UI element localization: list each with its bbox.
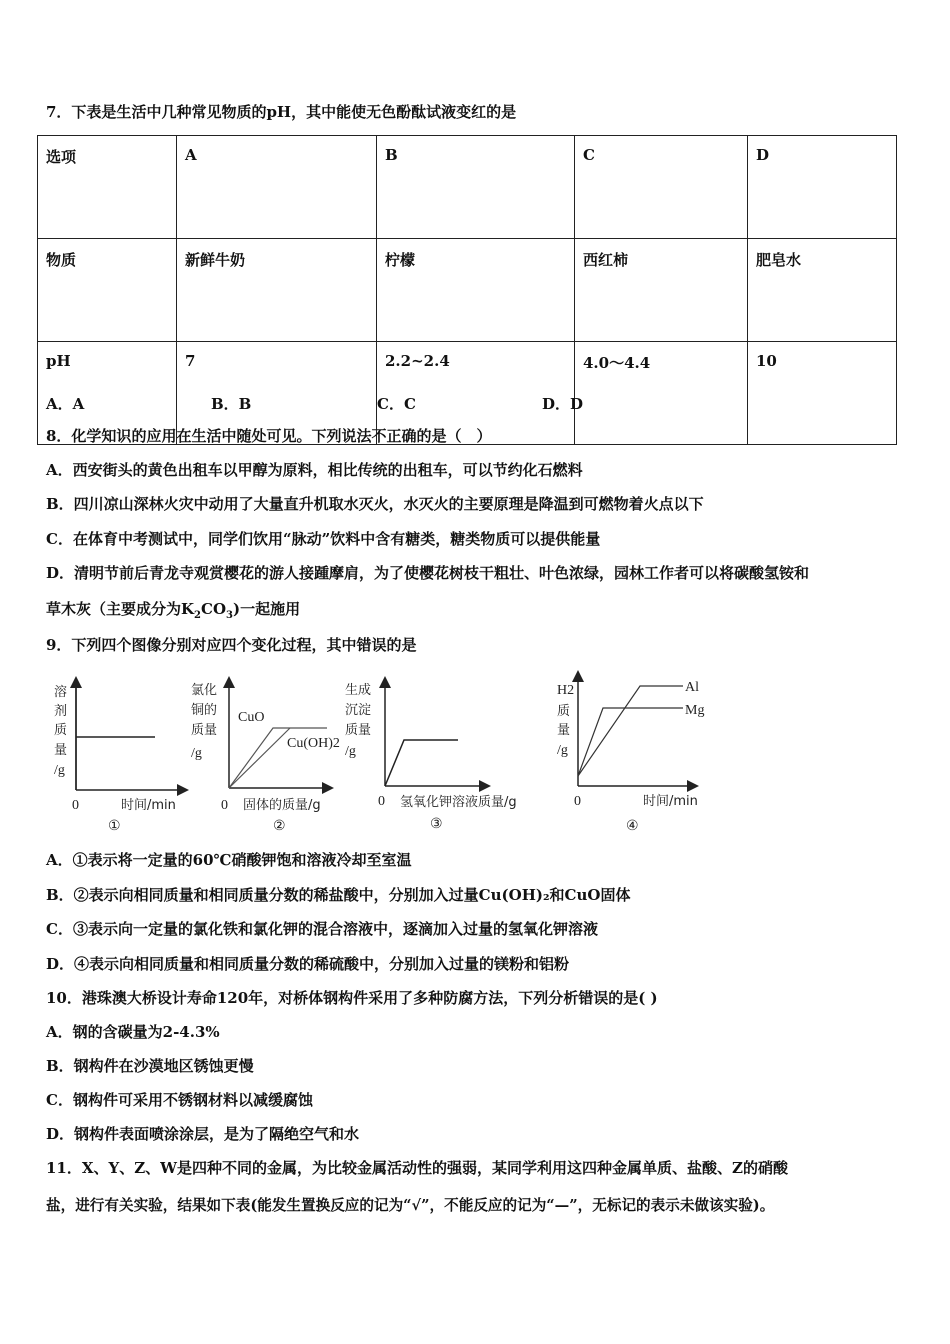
table-cell: C <box>575 136 748 239</box>
q9-option-d: D．④表示向相同质量和相同质量分数的稀硫酸中，分别加入过量的镁粉和铝粉 <box>46 955 570 973</box>
y-label: 生成 <box>345 683 372 698</box>
subscript: 2 <box>194 610 202 621</box>
y-label: /g <box>54 763 65 778</box>
q7-option-d: D．D <box>542 395 584 413</box>
y-label: /g <box>191 746 202 761</box>
axes <box>76 682 183 790</box>
graph-number: ① <box>108 819 121 834</box>
q7-option-a: A．A <box>46 395 85 413</box>
q9-graphs <box>0 670 950 840</box>
y-label: 氯化 <box>191 683 218 698</box>
table-cell: 2.2~2.4 <box>377 342 575 445</box>
origin-label: 0 <box>378 794 385 809</box>
series-label: Cu(OH)2 <box>287 736 340 751</box>
table-cell: 4.0～4.4 <box>575 342 748 445</box>
q8-option-a: A．西安街头的黄色出租车以甲醇为原料，相比传统的出租车，可以节约化石燃料 <box>46 461 583 479</box>
graph-number: ② <box>273 819 286 834</box>
q7-option-c: C．C <box>377 395 416 413</box>
q9-option-a: A．①表示将一定量的60℃硝酸钾饱和溶液冷却至室温 <box>46 851 412 869</box>
table-cell: pH <box>38 342 177 445</box>
table-cell: 新鲜牛奶 <box>177 239 377 342</box>
table-cell: 物质 <box>38 239 177 342</box>
q9-option-b: B．②表示向相同质量和相同质量分数的稀盐酸中，分别加入过量Cu(OH)₂和CuO固体 <box>46 886 631 904</box>
graph-1 <box>54 682 183 834</box>
table-cell: 7 <box>177 342 377 445</box>
graph-2 <box>191 682 340 834</box>
y-label: H2 <box>557 683 575 698</box>
table-cell: 肥皂水 <box>748 239 897 342</box>
y-label: 质 <box>557 704 571 719</box>
x-label: 固体的质量/g <box>243 798 321 813</box>
graph-4 <box>557 676 704 834</box>
table-cell: D <box>748 136 897 239</box>
q8-option-d: D．清明节前后青龙寺观赏樱花的游人接踵摩肩，为了使樱花树枝干粗壮、叶色浓绿，园林工作者可以将碳酸氢铵和 <box>46 564 810 582</box>
q7-option-b: B．B <box>211 395 252 413</box>
text: CO <box>201 600 227 618</box>
q10-stem: 10．港珠澳大桥设计寿命120年，对桥体钢构件采用了多种防腐方法，下列分析错误的是( ) <box>46 989 658 1007</box>
series-label: Mg <box>685 703 705 718</box>
q11-stem: 11．X、Y、Z、W是四种不同的金属，为比较金属活动性的强弱，某同学利用这四种金属单质、盐酸、Z的硝酸 <box>46 1159 788 1177</box>
q10-option-a: A．钢的含碳量为2-4.3% <box>46 1023 220 1041</box>
graph-number: ④ <box>626 819 639 834</box>
table-cell: 10 <box>748 342 897 445</box>
q7-table <box>37 135 897 445</box>
table-cell: 西红柿 <box>575 239 748 342</box>
x-label: 时间/min <box>643 794 698 809</box>
series-label: CuO <box>238 710 265 725</box>
graph-number: ③ <box>430 817 443 832</box>
origin-label: 0 <box>574 794 581 809</box>
y-label: /g <box>345 744 356 759</box>
text: )一起施用 <box>233 600 301 618</box>
x-label: 时间/min <box>121 798 176 813</box>
table-cell: 选项 <box>38 136 177 239</box>
q10-option-b: B．钢构件在沙漠地区锈蚀更慢 <box>46 1057 254 1075</box>
y-label: 量 <box>54 743 68 758</box>
graph-3 <box>345 682 517 832</box>
q7-stem: 7．下表是生活中几种常见物质的pH，其中能使无色酚酞试液变红的是 <box>46 103 517 121</box>
line-al <box>578 686 683 776</box>
origin-label: 0 <box>221 798 228 813</box>
y-label: 量 <box>557 723 571 738</box>
q8-option-d-cont <box>46 599 300 626</box>
q9-option-c: C．③表示向一定量的氯化铁和氯化钾的混合溶液中，逐滴加入过量的氢氧化钾溶液 <box>46 920 598 938</box>
y-label: 质量 <box>191 723 218 738</box>
text: 草木灰（主要成分为K <box>46 600 195 618</box>
series-label: Al <box>685 680 699 695</box>
q10-option-c: C．钢构件可采用不锈钢材料以减缓腐蚀 <box>46 1091 313 1109</box>
y-label: /g <box>557 743 568 758</box>
table-cell: A <box>177 136 377 239</box>
line-cuoh2 <box>229 728 290 788</box>
x-label: 氢氧化钾溶液质量/g <box>400 795 517 810</box>
y-label: 质量 <box>345 723 372 738</box>
q8-option-b: B．四川凉山深林火灾中动用了大量直升机取水灭火，水灭火的主要原理是降温到可燃物着火点以下 <box>46 495 704 513</box>
table-row <box>38 136 897 239</box>
y-label: 质 <box>54 723 68 738</box>
q8-stem: 8．化学知识的应用在生活中随处可见。下列说法不正确的是（ ） <box>46 427 492 445</box>
line-mg <box>578 708 683 776</box>
table-cell: B <box>377 136 575 239</box>
q10-option-d: D．钢构件表面喷涂涂层，是为了隔绝空气和水 <box>46 1125 360 1143</box>
y-label: 铜的 <box>191 703 218 718</box>
q11-stem-cont: 盐，进行有关实验，结果如下表(能发生置换反应的记为“√”，不能反应的记为“—”，无标记的表示未做该实验)。 <box>46 1197 775 1214</box>
y-label: 剂 <box>54 704 68 719</box>
line-precipitate <box>385 740 458 786</box>
q9-stem: 9．下列四个图像分别对应四个变化过程，其中错误的是 <box>46 636 417 654</box>
q8-option-c: C．在体育中考测试中，同学们饮用“脉动”饮料中含有糖类，糖类物质可以提供能量 <box>46 530 601 548</box>
table-cell: 柠檬 <box>377 239 575 342</box>
y-label: 沉淀 <box>345 703 372 718</box>
table-row <box>38 239 897 342</box>
origin-label: 0 <box>72 798 79 813</box>
subscript: 3 <box>226 610 233 621</box>
y-label: 溶 <box>54 685 68 700</box>
